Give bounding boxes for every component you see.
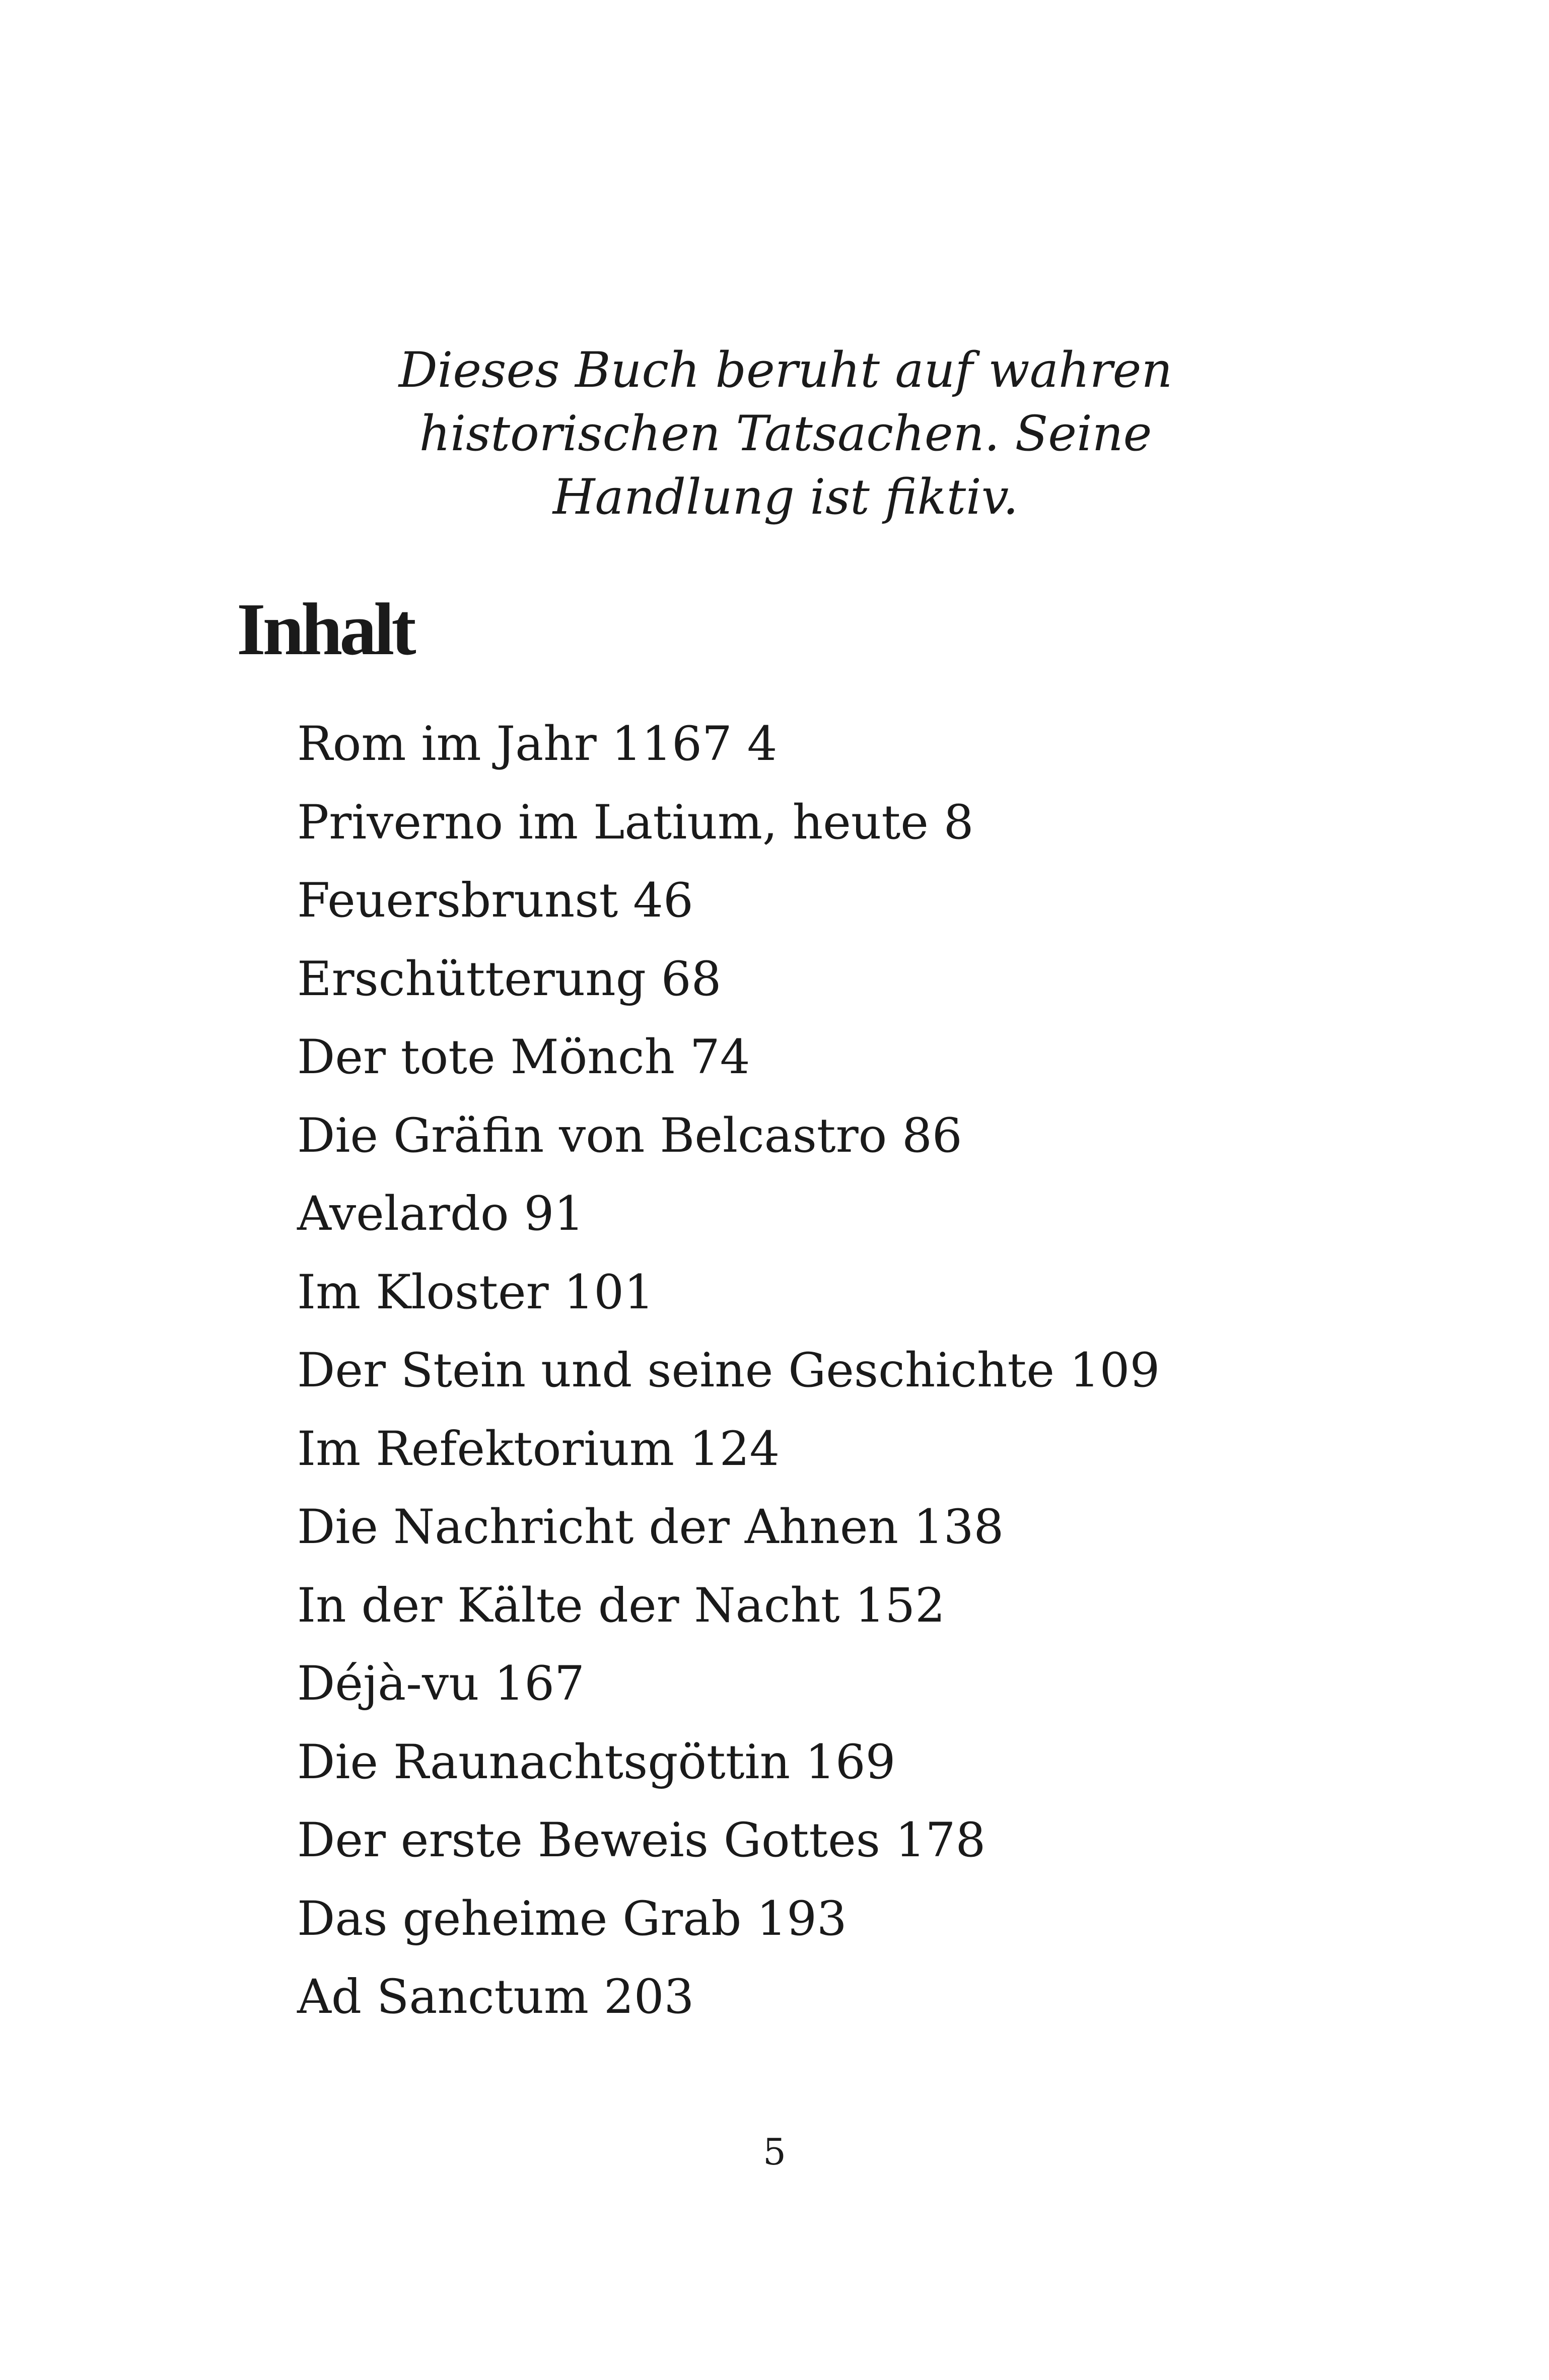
toc-entry: Rom im Jahr 1167 4 (297, 717, 778, 772)
toc-entry: Das geheime Grab 193 (297, 1891, 847, 1946)
epigraph-line: Dieses Buch beruht auf wahren (398, 342, 1173, 398)
toc-entry: Erschütterung 68 (297, 951, 722, 1007)
page-number: 5 (763, 2131, 786, 2173)
toc-entry: Die Gräfin von Belcastro 86 (297, 1108, 962, 1163)
toc-entry: Der erste Beweis Gottes 178 (297, 1813, 986, 1868)
toc-entry: Im Kloster 101 (297, 1265, 654, 1320)
toc-entry: Der Stein und seine Geschichte 109 (297, 1343, 1160, 1398)
toc-entry: Déjà-vu 167 (297, 1656, 585, 1711)
epigraph-line: Handlung ist fiktiv. (552, 469, 1019, 525)
toc-entry: In der Kälte der Nacht 152 (297, 1578, 945, 1633)
toc-entry: Ad Sanctum 203 (297, 1970, 694, 2024)
toc-entry: Priverno im Latium, heute 8 (297, 795, 974, 850)
epigraph-line: historischen Tatsachen. Seine (419, 405, 1152, 462)
toc-heading: Inhalt (237, 588, 413, 671)
toc-entry: Der tote Mönch 74 (297, 1030, 750, 1085)
toc-entry: Die Nachricht der Ahnen 138 (297, 1500, 1004, 1555)
epigraph (393, 338, 1178, 529)
toc-entry: Die Raunachtsgöttin 169 (297, 1734, 896, 1790)
toc-entry: Im Refektorium 124 (297, 1421, 780, 1477)
toc-entry: Feuersbrunst 46 (297, 873, 693, 928)
toc-entry: Avelardo 91 (297, 1186, 585, 1241)
toc-list (297, 705, 1160, 2037)
